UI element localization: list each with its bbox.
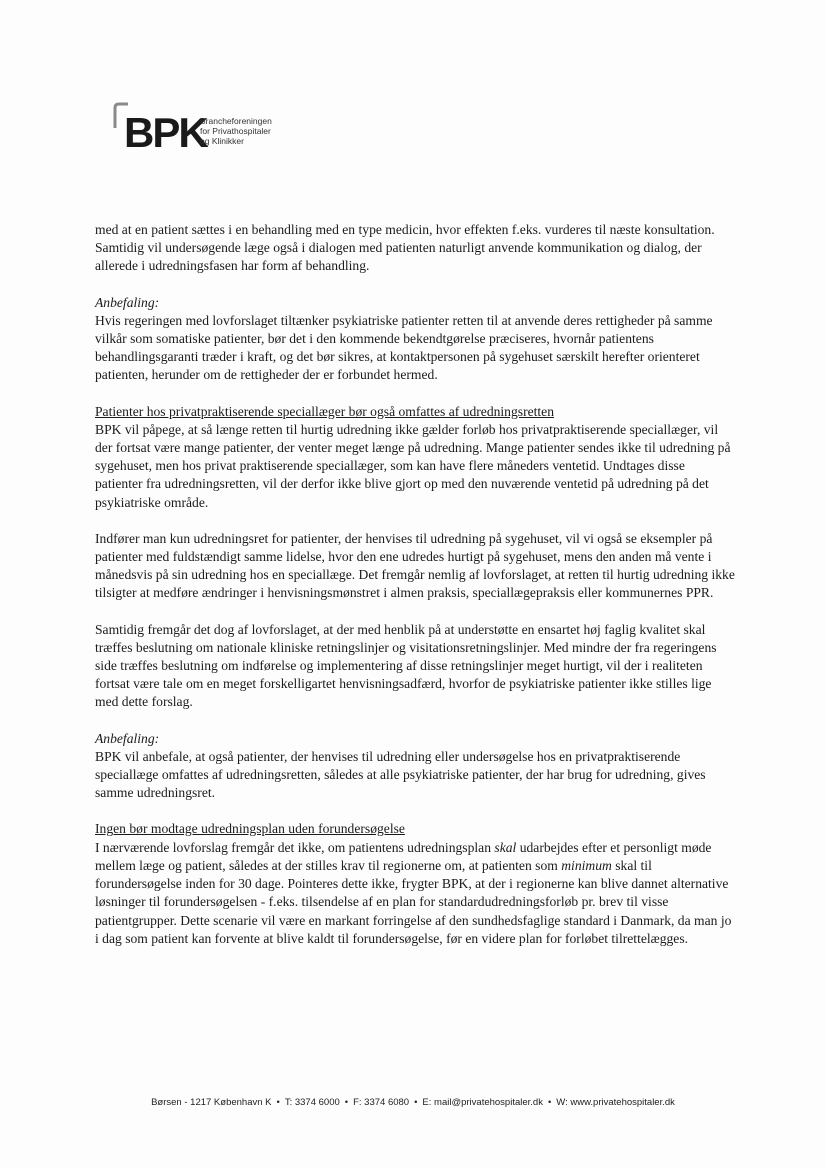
footer-separator: •: [276, 1097, 280, 1108]
paragraph-7-emphasis-minimum: minimum: [561, 857, 612, 873]
recommendation-heading-2: Anbefaling:: [95, 730, 160, 746]
bpk-logo: [112, 102, 312, 162]
paragraph-3: BPK vil påpege, at så længe retten til hurtig udredning ikke gælder forløb hos privatpraktiserende speciallæger, vil der fortsat være mange patienter, der venter meget længe på udredning. Mange patienter sendes ikke til udredning på sygehuset, men hos privat praktiserende speciallæger, som kan have flere måneders ventetid. Undtages disse patienter fra udredningsretten, vil der derfor ikke blive gjort op med den nuværende ventetid på udredning på det psykiatriske område.: [95, 421, 731, 510]
paragraph-7-part-3: skal til forundersøgelse inden for 30 dage. Pointeres dette ikke, frygter BPK, at der i regionerne kan blive dannet alternative løsninger til forundersøgelsen - f.eks. tilsendelse af en plan for standardudredningsforløb pr. brev til visse patientgrupper. Dette scenarie vil være en markant forringelse af den sundhedsfaglige standard i Danmark, da man jo i dag som patient kan forvente at blive kaldt til forundersøgelse, før en videre plan for forløbet tilrettelægges.: [95, 857, 732, 946]
recommendation-block-2: [95, 730, 735, 803]
section-pre-examination: [95, 820, 735, 947]
paragraph-7-emphasis-skal: skal: [494, 839, 517, 855]
paragraph-4: Indfører man kun udredningsret for patienter, der henvises til udredning på sygehuset, vil vi også se eksempler på patienter med fuldstændigt samme lidelse, hvor den ene udredes hurtigt på sygehuset, mens den anden må vente i månedsvis på sin udredning hos en speciallæge. Det fremgår nemlig af lovforslaget, at retten til hurtig udredning ikke tilsigter at medføre ændringer i henvisningsmønstret i almen praksis, speciallægepraksis eller kommunernes PPR.: [95, 530, 735, 601]
footer-separator: •: [547, 1097, 552, 1108]
section-heading-pre-examination: Ingen bør modtage udredningsplan uden forundersøgelse: [95, 821, 405, 837]
footer-separator: •: [414, 1097, 418, 1108]
footer-separator: •: [344, 1097, 349, 1108]
footer-address: Børsen - 1217 København K: [151, 1097, 272, 1108]
logo-abbreviation: BPK: [124, 109, 207, 156]
logo-line-1: Brancheforeningen: [200, 116, 272, 126]
paragraph-7-part-1: I nærværende lovforslag fremgår det ikke, om patientens udredningsplan: [95, 839, 495, 855]
recommendation-heading-1: Anbefaling:: [95, 294, 160, 310]
document-body: [95, 221, 735, 966]
page-footer: [0, 1097, 826, 1108]
section-private-specialists: [95, 403, 735, 512]
footer-phone: T: 3374 6000: [284, 1097, 340, 1108]
logo-subtitle: [200, 116, 272, 146]
logo-line-3: og Klinikker: [200, 136, 244, 146]
logo-line-2: for Privathospitaler: [200, 126, 271, 136]
paragraph-5: Samtidig fremgår det dog af lovforslaget, at der med henblik på at understøtte en ensartet høj faglig kvalitet skal træffes beslutning om nationale kliniske retningslinjer og visitationsretningslinjer. Med mindre der fra regeringens side træffes beslutning om indførelse og implementering af disse retningslinjer meget hurtigt, vil der i realiteten fortsat være tale om en meget forskelligartet henvisningsadfærd, hvorfor de psykiatriske patienter ikke stilles lige med dette forslag.: [95, 621, 717, 710]
paragraph-7: [95, 840, 731, 946]
recommendation-block-1: [95, 294, 735, 385]
paragraph-2: Hvis regeringen med lovforslaget tiltænker psykiatriske patienter retten til at anvende deres rettigheder på samme vilkår som somatiske patienter, bør det i den kommende bekendtgørelse præciseres, hvornår patientens behandlingsgaranti træder i kraft, og det bør sikres, at kontaktpersonen på sygehuset særskilt herefter orienteret patienten, herunder om de rettigheder der er forbundet hermed.: [95, 312, 713, 383]
footer-email: E: mail@privatehospitaler.dk: [422, 1097, 543, 1108]
paragraph-1: med at en patient sættes i en behandling med en type medicin, hvor effekten f.eks. vurderes til næste konsultation. Samtidig vil undersøgende læge også i dialogen med patienten naturligt anvende kommunikation og dialog, der allerede i udredningsfasen har form af behandling.: [95, 222, 715, 274]
paragraph-6: BPK vil anbefale, at også patienter, der henvises til udredning eller undersøgelse hos en privatpraktiserende speciallæge omfattes af udredningsretten, således at alle psykiatriske patienter, der har brug for udredning, gives samme udredningsret.: [95, 748, 706, 801]
footer-fax: F: 3374 6080: [353, 1097, 410, 1108]
paragraph-7-part-2: udarbejdes efter et personligt møde mellem læge og patient, således at der stilles krav til regionerne om, at patienten som: [95, 839, 712, 873]
footer-website: W: www.privatehospitaler.dk: [556, 1097, 675, 1108]
section-heading-private-specialists: Patienter hos privatpraktiserende speciallæger bør også omfattes af udredningsretten: [95, 403, 555, 419]
